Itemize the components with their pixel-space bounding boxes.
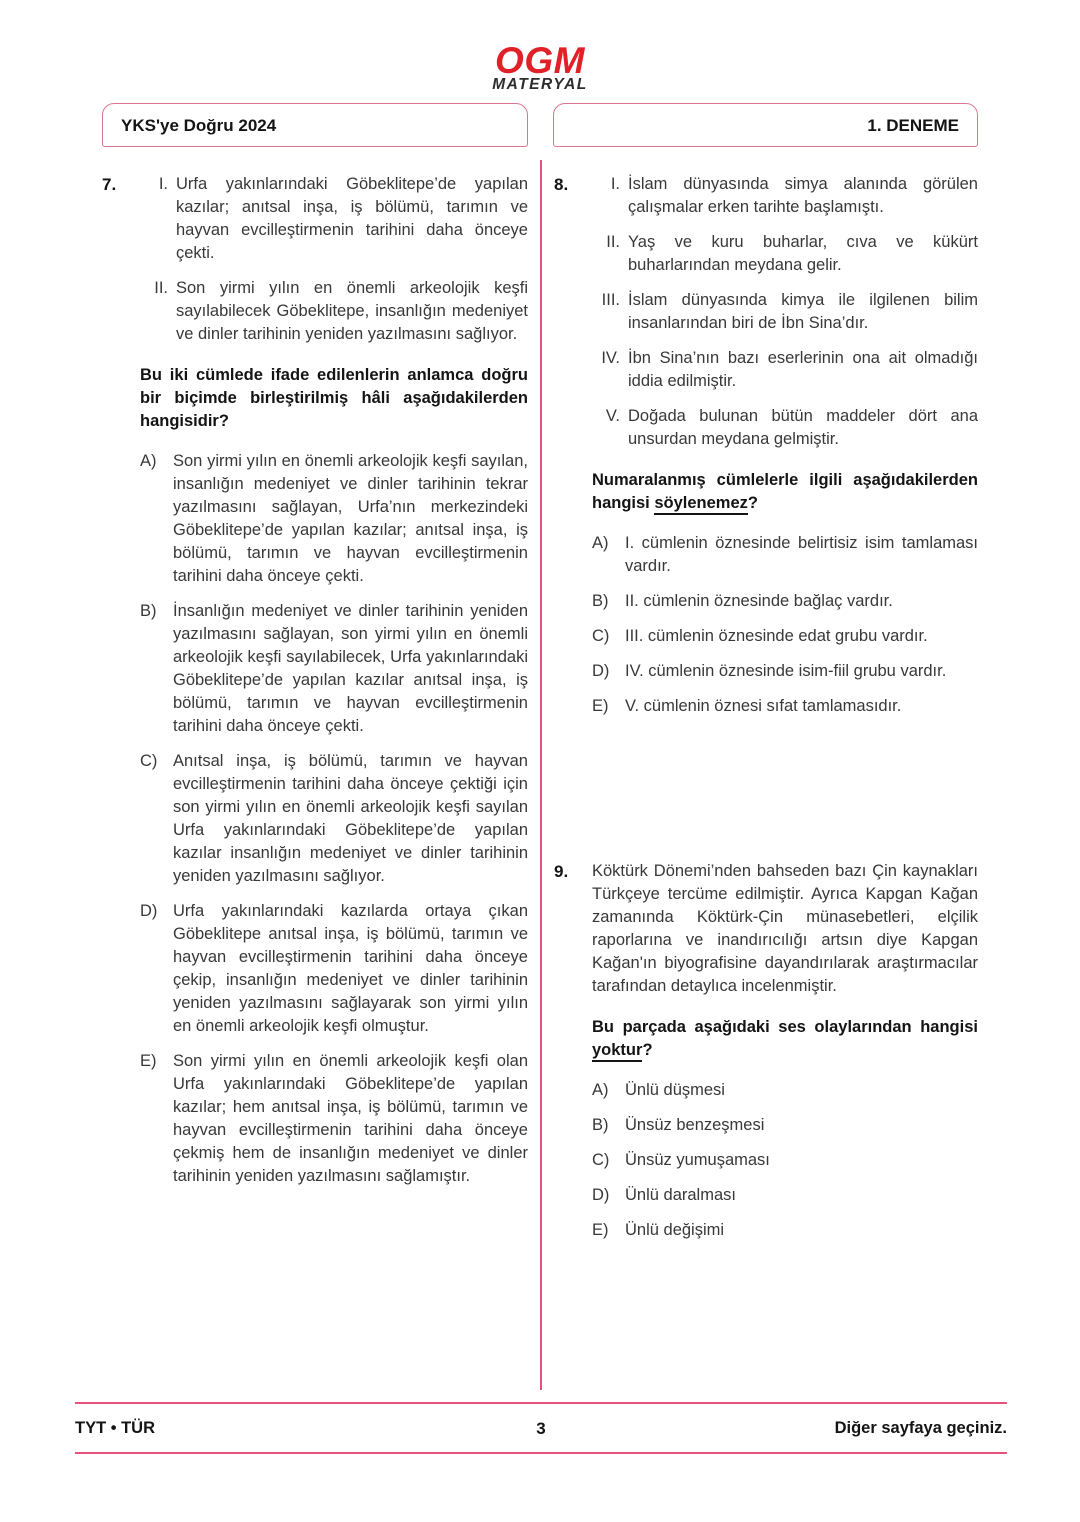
option-row: [140, 750, 528, 888]
option-row: [592, 1184, 978, 1207]
option-row: [592, 625, 978, 648]
option-label: C): [592, 1151, 610, 1169]
question-7-stem: [140, 364, 528, 433]
option-text: Son yirmi yılın en önemli arkeolojik keşfi sayılan, insanlığın medeniyet ve dinler tarihinin tekrar yazılmasını sağlayan, Urfa’nın merkezindeki Göbeklitepe’de yapılan kazılar; anıtsal inşa, iş bölümü, tarımın ve hayvan evcilleştirmenin tarihini daha önceye çekti.: [173, 452, 528, 585]
question-9: [554, 860, 978, 1254]
option-text: IV. cümlenin öznesinde isim-fiil grubu vardır.: [625, 662, 947, 680]
question-8: [554, 173, 978, 730]
stem-text: Bu parçada aşağıdaki ses olaylarından hangisi: [592, 1018, 978, 1036]
option-label: E): [592, 697, 609, 715]
option-label: E): [592, 1221, 609, 1239]
option-text: III. cümlenin öznesinde edat grubu vardır.: [625, 627, 928, 645]
stem-text: Bu iki cümlede ifade edilenlerin anlamca doğru bir biçimde birleştirilmiş hâli aşağıdakilerden hangisidir?: [140, 366, 528, 430]
option-row: [592, 660, 978, 683]
question-7-number: 7.: [102, 175, 117, 194]
option-row: [140, 1050, 528, 1188]
option-label: A): [140, 452, 157, 470]
option-row: [592, 1114, 978, 1137]
option-label: B): [592, 592, 609, 610]
statement-row: [592, 231, 978, 277]
question-9-number: 9.: [554, 862, 569, 881]
statement-row: [140, 173, 528, 265]
statement-text: İbn Sina’nın bazı eserlerinin ona ait olmadığı iddia edilmiştir.: [628, 349, 978, 390]
question-7-body: [140, 173, 528, 1200]
option-text: Ünlü daralması: [625, 1186, 736, 1204]
option-text: II. cümlenin öznesinde bağlaç vardır.: [625, 592, 893, 610]
statement-label: I.: [610, 175, 620, 193]
statement-row: [592, 173, 978, 219]
question-8-stem: [592, 469, 978, 515]
statement-text: Urfa yakınlarındaki Göbeklitepe’de yapılan kazılar; anıtsal inşa, iş bölümü, tarımın ve hayvan evcilleştirmenin tarihini daha önceye çekti.: [176, 175, 528, 262]
stem-text: ?: [747, 494, 758, 512]
question-9-body: [592, 860, 978, 1254]
statement-row: [140, 277, 528, 346]
option-text: Ünsüz yumuşaması: [625, 1151, 770, 1169]
option-label: D): [592, 662, 610, 680]
statement-label: III.: [601, 291, 620, 309]
statement-text: Son yirmi yılın en önemli arkeolojik keşfi sayılabilecek Göbeklitepe, insanlığın medeniyet ve dinler tarihinin yeniden yazılmasını sağlıyor.: [176, 279, 528, 343]
statement-row: [592, 405, 978, 451]
option-text: Ünsüz benzeşmesi: [625, 1116, 765, 1134]
right-column: [554, 173, 978, 1254]
page-footer: [75, 1414, 1007, 1442]
question-7: [102, 173, 528, 1200]
exam-series-title: YKS'ye Doğru 2024: [121, 115, 277, 135]
exam-number-title: 1. DENEME: [867, 115, 959, 135]
logo-ogm-text: OGM: [495, 40, 585, 81]
statement-label: II.: [606, 233, 620, 251]
option-label: A): [592, 1081, 609, 1099]
option-label: C): [140, 752, 158, 770]
option-label: B): [592, 1116, 609, 1134]
stem-underlined-word: söylenemez: [654, 494, 748, 515]
option-text: Ünlü değişimi: [625, 1221, 725, 1239]
option-label: D): [140, 902, 158, 920]
option-row: [592, 1079, 978, 1102]
footer-next-page-note: Diğer sayfaya geçiniz.: [834, 1418, 1007, 1437]
question-9-stem: [592, 1016, 978, 1062]
option-row: [140, 450, 528, 588]
option-row: [592, 590, 978, 613]
option-label: A): [592, 534, 609, 552]
left-column: [102, 173, 528, 1254]
stem-underlined-word: yoktur: [592, 1041, 642, 1062]
statement-row: [592, 289, 978, 335]
statement-label: II.: [154, 279, 168, 297]
option-text: I. cümlenin öznesinde belirtisiz isim tamlaması vardır.: [625, 534, 978, 575]
option-text: Urfa yakınlarındaki kazılarda ortaya çıkan Göbeklitepe anıtsal inşa, iş bölümü, tarımın ve hayvan evcilleştirmenin tarihini daha önceye çekip, insanlığın medeniyet ve dinler tarihinin yeniden yazılmasını sağlayarak son yirmi yılın en önemli arkeolojik keşfi olmuştur.: [173, 902, 528, 1035]
footer-section-label: TYT • TÜR: [75, 1418, 156, 1437]
question-8-number: 8.: [554, 175, 569, 194]
publisher-logo: [0, 40, 1080, 93]
exam-series-box: [102, 103, 528, 147]
exam-number-box: [553, 103, 979, 147]
option-label: B): [140, 602, 157, 620]
option-row: [592, 695, 978, 718]
option-text: Son yirmi yılın en önemli arkeolojik keşfi olan Urfa yakınlarındaki Göbeklitepe’de yapılan kazılar; hem anıtsal inşa, iş bölümü, tarımın ve hayvan evcilleştirmenin tarihini daha önceye çekmiş hem de insanlığın medeniyet ve dinler tarihinin yeniden yazılmasını sağlamıştır.: [173, 1052, 528, 1185]
footer-rule-top: [75, 1402, 1007, 1404]
option-text: İnsanlığın medeniyet ve dinler tarihinin yeniden yazılmasını sağlayan, son yirmi yılın en önemli arkeolojik keşfi sayılabilecek, Urfa yakınlarındaki Göbeklitepe’de yapılan kazılar anıtsal inşa, iş bölümü, tarımın ve hayvan evcilleştirmenin tarihini daha önceye çekti.: [173, 602, 528, 735]
statement-row: [592, 347, 978, 393]
option-label: C): [592, 627, 610, 645]
logo-materyal-text: MATERYAL: [492, 76, 588, 93]
option-text: Ünlü düşmesi: [625, 1081, 725, 1099]
footer-rule-bottom: [75, 1452, 1007, 1454]
statement-text: İslam dünyasında simya alanında görülen çalışmalar erken tarihte başlamıştı.: [628, 175, 978, 216]
option-row: [592, 1149, 978, 1172]
option-label: D): [592, 1186, 610, 1204]
statement-text: İslam dünyasında kimya ile ilgilenen bilim insanlarından biri de İbn Sina’dır.: [628, 291, 978, 332]
statement-label: I.: [158, 175, 168, 193]
statement-label: IV.: [601, 349, 620, 367]
option-label: E): [140, 1052, 157, 1070]
question-9-paragraph: Köktürk Dönemi’nden bahseden bazı Çin kaynakları Türkçeye tercüme edilmiştir. Ayrıca Kapgan Kağan zamanında Köktürk-Çin münasebetleri, elçilik raporlarına ve inandırıcılığı artsın diye Kapgan Kağan'ın biyografisine dayandırılarak araştırmacılar tarafından detaylıca incelenmiştir.: [592, 862, 978, 995]
stem-text: Numaralanmış cümlelerle ilgili aşağıdakilerden hangisi: [592, 471, 978, 512]
option-row: [592, 1219, 978, 1242]
option-row: [140, 900, 528, 1038]
option-text: V. cümlenin öznesi sıfat tamlamasıdır.: [625, 697, 902, 715]
statement-text: Doğada bulunan bütün maddeler dört ana unsurdan meydana gelmiştir.: [628, 407, 978, 448]
statement-label: V.: [605, 407, 620, 425]
option-row: [140, 600, 528, 738]
page-header: [102, 103, 978, 147]
option-text: Anıtsal inşa, iş bölümü, tarımın ve hayvan evcilleştirmenin tarihini daha önceye çektiği için son yirmi yılın en önemli arkeolojik keşfi sayılan Urfa yakınlarındaki Göbeklitepe’de yapılan kazılar insanlığın medeniyet ve dinler tarihinin yeniden yazılmasını sağlıyor.: [173, 752, 528, 885]
statement-text: Yaş ve kuru buharlar, cıva ve kükürt buharlarından meydana gelir.: [628, 233, 978, 274]
option-row: [592, 532, 978, 578]
footer-page-number: 3: [536, 1418, 546, 1438]
stem-text: ?: [642, 1041, 653, 1059]
question-8-body: [592, 173, 978, 730]
question-columns: [102, 173, 978, 1254]
